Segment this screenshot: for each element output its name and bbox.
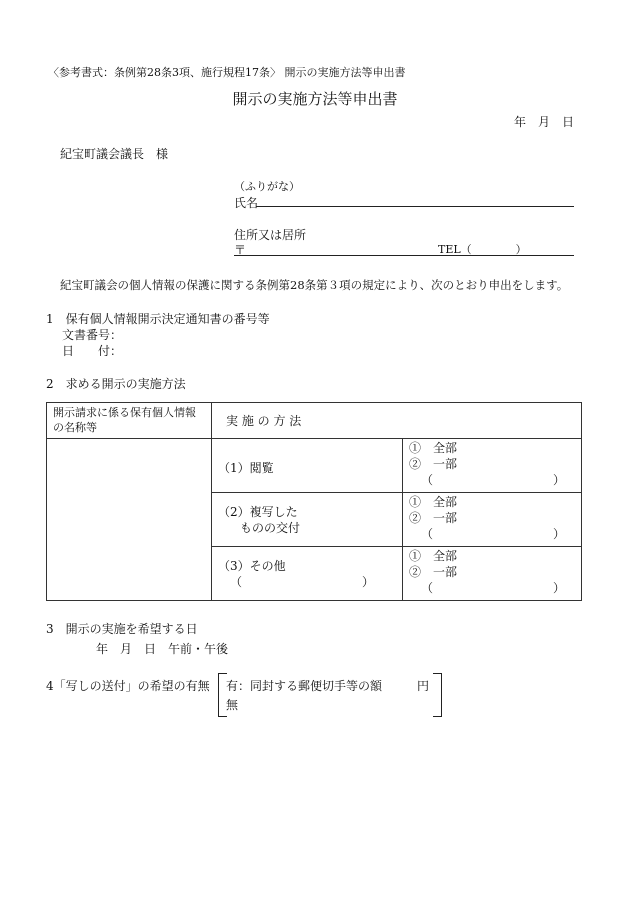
option-detail[interactable]: （ ） <box>421 527 566 541</box>
method-row <box>212 439 403 493</box>
col2-header: 実 施 の 方 法 <box>226 414 302 428</box>
tel-label: TEL（ ） <box>438 243 527 256</box>
method-label: （3）その他 <box>218 559 286 573</box>
option-partial[interactable]: ② 一部 <box>409 565 458 579</box>
doc-date-label: 日 付： <box>62 344 123 358</box>
method-options[interactable] <box>403 547 582 601</box>
date-line: 年 月 日 <box>514 115 575 129</box>
postal-mark: 〒 <box>234 243 247 257</box>
method-other-field[interactable]: （ ） <box>230 575 375 589</box>
method-label: （2）複写した <box>218 505 298 519</box>
methods-table <box>46 402 582 601</box>
name-label: 氏名 <box>234 196 259 210</box>
desired-date[interactable]: 年 月 日 午前・午後 <box>96 642 229 656</box>
yen-unit: 円 <box>417 679 430 693</box>
method-options[interactable] <box>403 439 582 493</box>
col1-header: 開示請求に係る保有個人情報の名称等 <box>53 406 196 434</box>
option-all[interactable]: ① 全部 <box>409 441 458 455</box>
page-title: 開示の実施方法等申出書 <box>232 90 398 108</box>
doc-number-label: 文書番号： <box>62 328 123 342</box>
method-options[interactable] <box>403 493 582 547</box>
right-bracket <box>433 673 442 717</box>
method-sublabel: ものの交付 <box>240 521 301 535</box>
header-note: 〈参考書式：条例第28条3項、施行規程17条〉 開示の実施方法等申出書 <box>48 66 406 79</box>
method-label: （1）閲覧 <box>218 461 274 475</box>
option-detail[interactable]: （ ） <box>421 581 566 595</box>
method-row <box>212 493 403 547</box>
section4-heading: 4「写しの送付」の希望の有無 <box>46 679 210 693</box>
info-name-cell[interactable] <box>47 439 212 601</box>
copy-send-yes[interactable]: 有：同封する郵便切手等の額 <box>226 679 383 693</box>
section1-heading: 1 保有個人情報開示決定通知書の番号等 <box>46 312 270 326</box>
copy-send-no[interactable]: 無 <box>226 698 239 712</box>
section2-heading: 2 求める開示の実施方法 <box>46 377 186 391</box>
option-all[interactable]: ① 全部 <box>409 495 458 509</box>
col2-header-cell <box>212 403 582 439</box>
section3-heading: 3 開示の実施を希望する日 <box>46 622 198 636</box>
option-partial[interactable]: ② 一部 <box>409 511 458 525</box>
addressee: 紀宝町議会議長 様 <box>60 147 169 161</box>
furigana-label: （ふりがな） <box>234 180 300 193</box>
address-field[interactable] <box>234 255 574 256</box>
option-all[interactable]: ① 全部 <box>409 549 458 563</box>
option-partial[interactable]: ② 一部 <box>409 457 458 471</box>
name-field[interactable] <box>256 206 574 207</box>
method-row <box>212 547 403 601</box>
option-detail[interactable]: （ ） <box>421 473 566 487</box>
col1-header-cell <box>47 403 212 439</box>
intro-text: 紀宝町議会の個人情報の保護に関する条例第28条第３項の規定により、次のとおり申出をします。 <box>60 278 569 292</box>
address-label: 住所又は居所 <box>234 228 307 242</box>
